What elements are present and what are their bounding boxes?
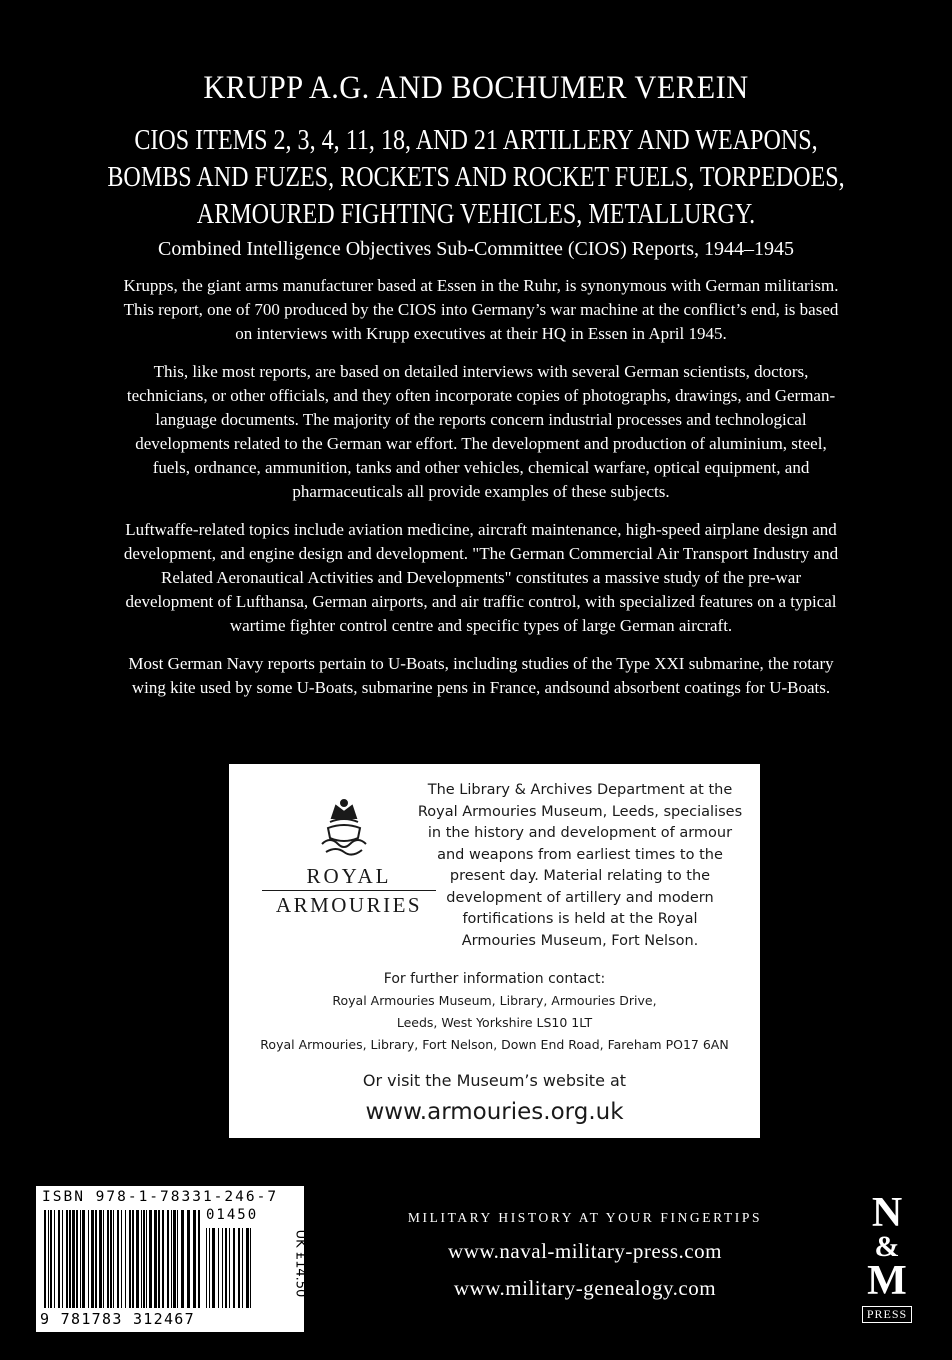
barcode-addon-bar [225,1228,227,1308]
barcode-bar [82,1210,85,1308]
barcode-bar [187,1210,190,1308]
barcode-bar [198,1210,200,1308]
barcode-bar [132,1210,134,1308]
barcode-addon-bar [218,1228,219,1308]
publisher-tagline: MILITARY HISTORY AT YOUR FINGERTIPS [407,1210,763,1225]
subtitle-line: CIOS ITEMS 2, 3, 4, 11, 18, AND 21 ARTILLERY AND WEAPONS, [134,125,818,156]
blurb [120,274,842,714]
barcode-bar [107,1210,109,1308]
logo-ampersand: & [874,1230,900,1263]
barcode-bar [54,1210,55,1308]
barcode-bar [110,1210,112,1308]
description-line: present day. Material relating to the [449,868,711,884]
barcode-bar [95,1210,97,1308]
barcode-bar [99,1210,102,1308]
barcode-bar [48,1210,49,1308]
barcode-bar [158,1210,160,1308]
barcode-bar [146,1210,147,1308]
barcode-bar [50,1210,52,1308]
contact-line: Royal Armouries, Library, Fort Nelson, Down End Road, Fareham PO17 6AN [260,1037,729,1052]
barcode-bar [80,1210,81,1308]
barcode-addon-bar [209,1228,210,1308]
barcode-bar [125,1210,126,1308]
barcode-digits: 9 781783 312467 [40,1310,195,1328]
isbn-barcode [36,1186,308,1332]
isbn-text: ISBN 978-1-78331-246-7 [42,1189,279,1205]
barcode-bar [117,1210,119,1308]
description-line: Royal Armouries Museum, Leeds, specialises [417,803,743,820]
barcode-bar [91,1210,94,1308]
barcode-bar [62,1210,63,1308]
barcode-bar [113,1210,114,1308]
contact-info [229,968,760,1128]
description-line: and weapons from earliest times to the [437,846,723,863]
barcode-bar [103,1210,104,1308]
barcode-bar [193,1210,196,1308]
barcode-addon-bar [222,1228,223,1308]
museum-website-link[interactable]: www.armouries.org.uk [365,1099,624,1125]
barcode-addon-bar [242,1228,243,1308]
barcode-bar [136,1210,139,1308]
description-line: Armouries Museum, Fort Nelson. [461,932,699,949]
visit-text: Or visit the Museum’s website at [362,1071,627,1090]
barcode-bar [72,1210,75,1308]
price-label: UK £14.50 [292,1229,308,1298]
barcode-bar [162,1210,164,1308]
barcode-addon-bar [238,1228,240,1308]
barcode-bar [88,1210,89,1308]
logo-letter-m: M [867,1258,907,1304]
barcode-bar [167,1210,169,1308]
logo-letter-n: N [871,1190,903,1236]
barcode-bar [149,1210,152,1308]
barcode-bar [181,1210,184,1308]
book-title: KRUPP A.G. AND BOCHUMER VEREIN [203,70,749,106]
description-line: fortifications is held at the Royal [462,911,698,927]
nm-press-logo [858,1190,916,1338]
barcode-bar [177,1210,178,1308]
barcode-addon-bar [246,1228,249,1308]
book-subtitle [67,122,886,233]
barcode-addon-bar [206,1228,207,1308]
naval-military-press-link[interactable]: www.naval-military-press.com [448,1239,722,1263]
barcode-bar [44,1210,46,1308]
blurb-paragraph: This, like most reports, are based on detailed interviews with several German scientists, doctors, technicians, or other officials, and they often incorporate copies of photographs, drawings, and German-language documents. The majority of the reports concern industrial processes and technological developments related to the German war effort. The development and production of aluminium, steel, fuels, ordnance, ammunition, tanks and other vehicles, chemical warfare, optical equipment, and pharmaceuticals all provide examples of these subjects. [126,362,836,501]
crown-crest-icon [316,796,372,858]
barcode-bars [40,1210,254,1310]
barcode-bar [69,1210,71,1308]
logo-press: PRESS [862,1306,912,1323]
description-line: The Library & Archives Department at the [427,782,733,798]
barcode-bar [121,1210,122,1308]
subtitle-line: BOMBS AND FUZES, ROCKETS AND ROCKET FUELS, TORPEDOES, [107,162,845,193]
barcode-bar [76,1210,78,1308]
barcode-addon-bar [212,1228,215,1308]
description-line: development of artillery and modern [446,889,714,906]
barcode-bar [143,1210,145,1308]
contact-heading: For further information contact: [383,971,606,987]
barcode-addon-bar [233,1228,235,1308]
barcode-bar [171,1210,172,1308]
barcode-bar [141,1210,142,1308]
barcode-bar [173,1210,176,1308]
blurb-paragraph: Luftwaffe-related topics include aviation medicine, aircraft maintenance, high-speed airplane design and development, and engine design and development. "The German Commercial Air Transport Industry and Related Aeronautical Activities and Developments" constitutes a massive study of the pre-war development of Lufthansa, German airports, and air traffic control, with specialized features on a typical wartime fighter control centre and specific types of large German aircraft. [123,520,839,635]
blurb-paragraph: Krupps, the giant arms manufacturer based at Essen in the Ruhr, is synonymous with German militarism. This report, one of 700 produced by the CIOS into Germany’s war machine at the conflict’s end, is based on interviews with Krupp executives at their HQ in Essen in April 1945. [123,276,839,343]
barcode-addon-number: 01450 [206,1207,259,1223]
barcode-addon-bar [229,1228,230,1308]
library-description [408,780,752,952]
contact-line: Royal Armouries Museum, Library, Armouries Drive, [332,993,657,1008]
description-line: in the history and development of armour [427,825,733,841]
logo-armouries: ARMOURIES [275,893,423,917]
contact-line: Leeds, West Yorkshire LS10 1LT [396,1015,593,1030]
barcode-addon-bar [250,1228,251,1308]
barcode-bar [58,1210,60,1308]
barcode-bar [66,1210,68,1308]
barcode-bar [154,1210,157,1308]
blurb-paragraph: Most German Navy reports pertain to U-Boats, including studies of the Type XXI submarine, the rotary wing kite used by some U-Boats, submarine pens in France, andsound absorbent coatings for U-Boats. [128,654,834,697]
logo-royal: ROYAL [306,864,392,888]
military-genealogy-link[interactable]: www.military-genealogy.com [453,1276,717,1300]
barcode-bar [129,1210,131,1308]
subtitle-line: ARMOURED FIGHTING VEHICLES, METALLURGY. [196,199,756,230]
series-line: Combined Intelligence Objectives Sub-Committee (CIOS) Reports, 1944–1945 [157,238,794,260]
